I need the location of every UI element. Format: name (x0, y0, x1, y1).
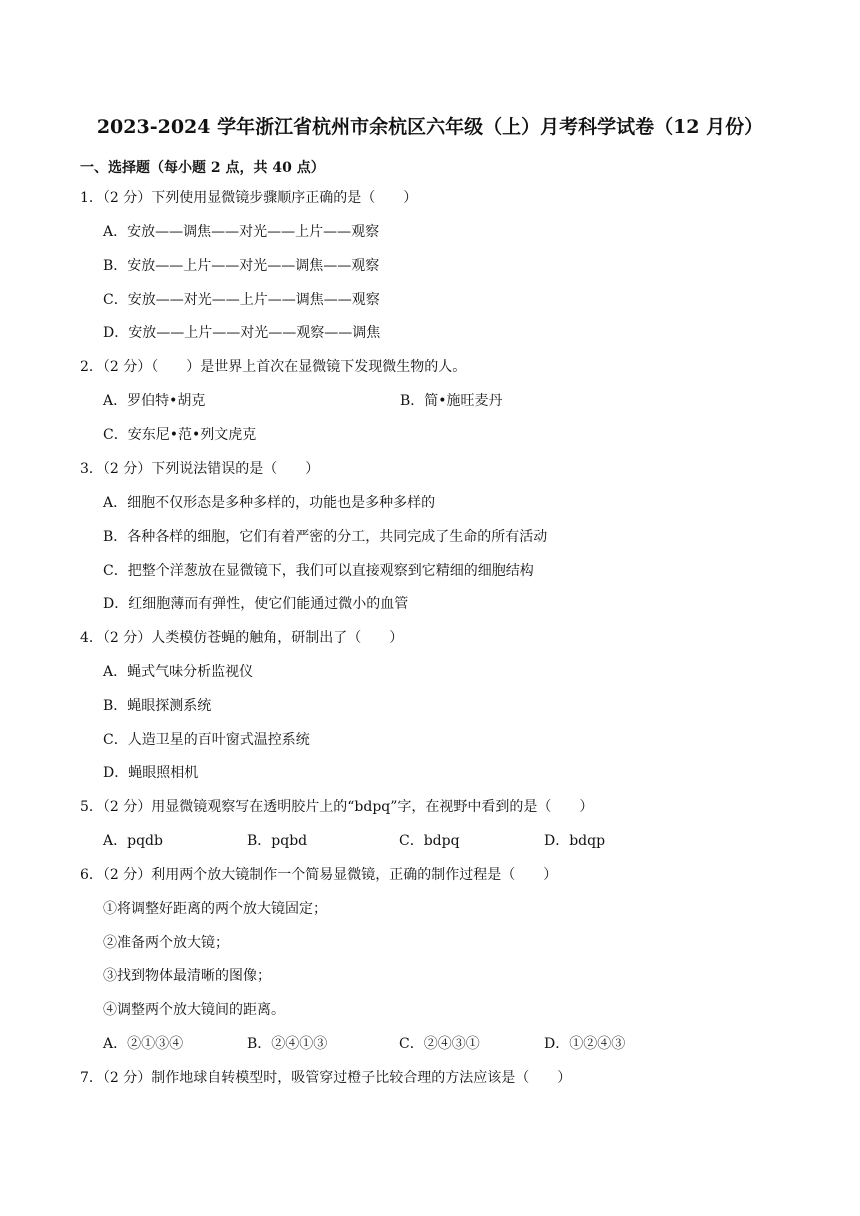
answer-option: A．②①③④ (103, 1036, 184, 1052)
answer-option: B．安放——上片——对光——调焦——观察 (103, 258, 380, 274)
answer-option: D．①②④③ (544, 1036, 626, 1052)
question-stem: 5．（2 分）用显微镜观察写在透明胶片上的“bdpq”字，在视野中看到的是（ ） (80, 799, 594, 815)
answer-option: B．蝇眼探测系统 (103, 698, 212, 714)
answer-option: C．②④③① (399, 1036, 480, 1052)
answer-option: B．简•施旺麦丹 (400, 393, 503, 409)
process-step: ③找到物体最清晰的图像； (103, 968, 271, 984)
question-stem: 2．（2 分）（ ）是世界上首次在显微镜下发现微生物的人。 (80, 359, 467, 375)
process-step: ①将调整好距离的两个放大镜固定； (103, 901, 327, 917)
process-step: ④调整两个放大镜间的距离。 (103, 1002, 285, 1018)
answer-option: A．pqdb (103, 833, 163, 849)
answer-option: A．细胞不仅形态是多种多样的，功能也是多种多样的 (103, 495, 436, 511)
answer-option: D．红细胞薄而有弹性，使它们能通过微小的血管 (103, 596, 409, 612)
answer-option: A．安放——调焦——对光——上片——观察 (103, 224, 380, 240)
process-step: ②准备两个放大镜； (103, 935, 229, 951)
answer-option: C．安东尼•范•列文虎克 (103, 427, 257, 443)
answer-option: D．bdqp (544, 833, 606, 849)
question-stem: 7．（2 分）制作地球自转模型时，吸管穿过橙子比较合理的方法应该是（ ） (80, 1070, 572, 1086)
question-stem: 4．（2 分）人类模仿苍蝇的触角，研制出了（ ） (80, 630, 404, 646)
answer-option: B．各种各样的细胞，它们有着严密的分工，共同完成了生命的所有活动 (103, 529, 548, 545)
answer-option: C．安放——对光——上片——调焦——观察 (103, 292, 380, 308)
answer-option: A．罗伯特•胡克 (103, 393, 206, 409)
answer-option: D．蝇眼照相机 (103, 765, 199, 781)
section-heading: 一、选择题（每小题 2 点，共 40 点） (80, 160, 325, 176)
answer-option: C．把整个洋葱放在显微镜下，我们可以直接观察到它精细的细胞结构 (103, 563, 534, 579)
answer-option: C．bdpq (399, 833, 460, 849)
question-stem: 6．（2 分）利用两个放大镜制作一个简易显微镜，正确的制作过程是（ ） (80, 867, 558, 883)
answer-option: D．安放——上片——对光——观察——调焦 (103, 325, 381, 341)
answer-option: A．蝇式气味分析监视仪 (103, 664, 254, 680)
question-stem: 1．（2 分）下列使用显微镜步骤顺序正确的是（ ） (80, 190, 418, 206)
question-stem: 3．（2 分）下列说法错误的是（ ） (80, 461, 320, 477)
answer-option: C．人造卫星的百叶窗式温控系统 (103, 732, 310, 748)
answer-option: B．pqbd (247, 833, 308, 849)
answer-option: B．②④①③ (247, 1036, 328, 1052)
page-title: 2023-2024 学年浙江省杭州市余杭区六年级（上）月考科学试卷（12 月份） (96, 116, 764, 138)
